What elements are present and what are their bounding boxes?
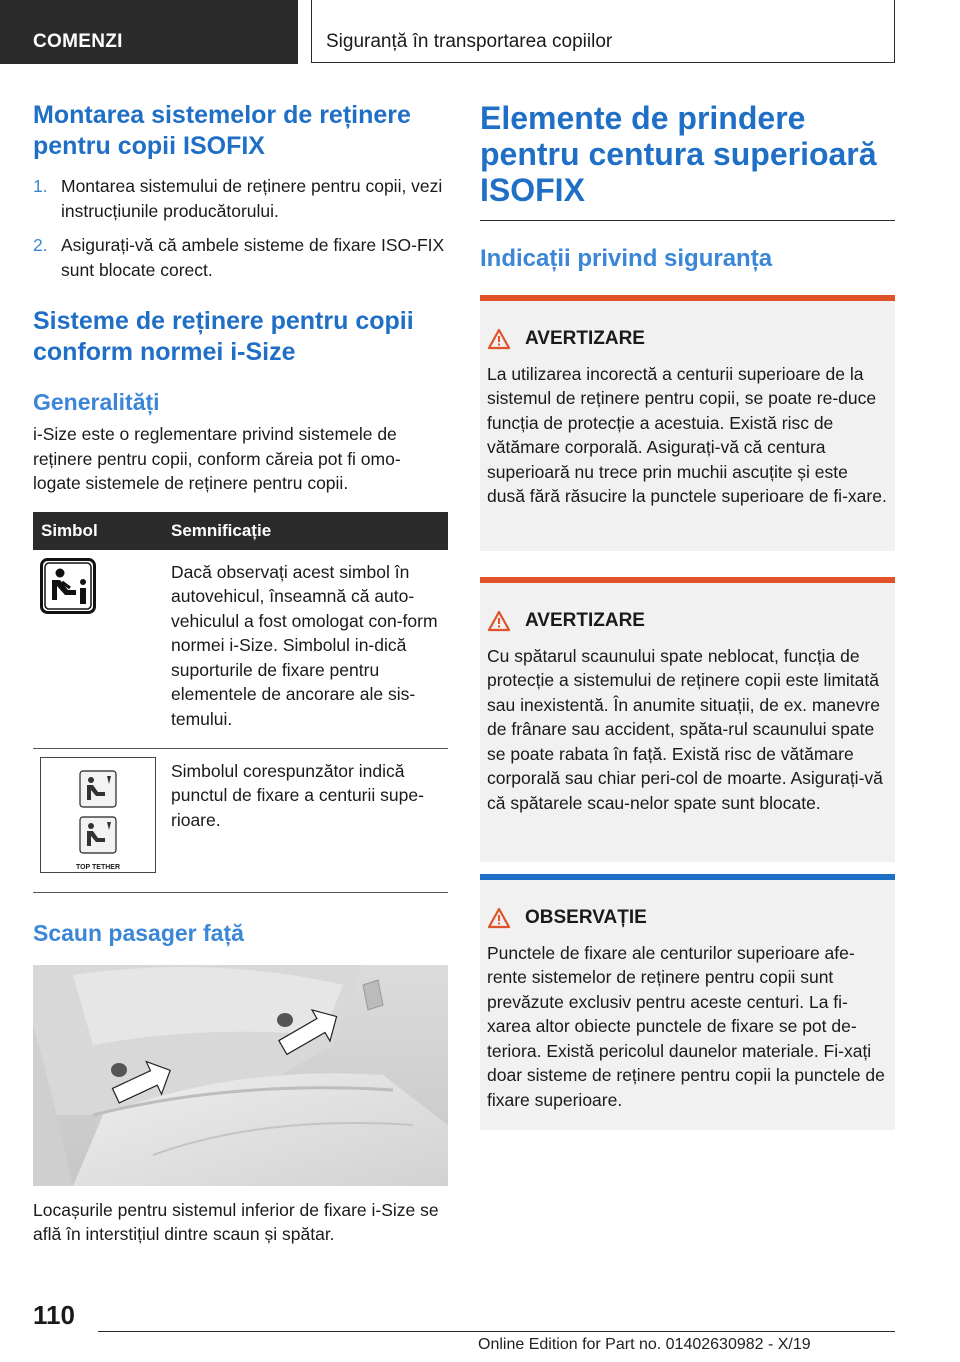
step-number: 2.	[33, 235, 48, 255]
left-column	[33, 100, 448, 1247]
table-cell-meaning: Simbolul corespunzător indică punctul de fixare a centurii supe-rioare.	[163, 748, 448, 892]
note-title	[487, 906, 887, 931]
header-chapter-tab: Siguranță în transportarea copiilor	[311, 0, 895, 63]
header-section-tab: COMENZI	[0, 0, 298, 64]
isize-child-seat-icon	[40, 558, 96, 614]
table-row	[33, 550, 448, 749]
warning-text: La utilizarea incorectă a centurii superioare de la sistemul de reținere pentru copii, se poate re-duce funcția de protecție a acestuia. Există risc de vătămare corporală. Asigurați-vă că centura superioară nu trece prin muchii ascuțite și este dusă fără răsucire la punctele superioare de fi-xare.	[487, 363, 887, 506]
warning-title	[487, 327, 887, 352]
top-tether-seat-icon	[79, 770, 117, 808]
top-tether-main-title: Elemente de prindere pentru centura superioară ISOFIX	[480, 100, 877, 208]
title-divider	[480, 220, 895, 221]
table-row	[33, 748, 448, 892]
top-tether-seat-icon	[79, 816, 117, 854]
seat-photo	[33, 965, 448, 1186]
table-header-meaning: Semnificație	[163, 512, 448, 550]
step-text: Asigurați-vă că ambele sisteme de fixare ISO-FIX sunt blocate corect.	[61, 235, 445, 280]
warning-box	[480, 295, 895, 551]
step-item	[33, 233, 448, 282]
step-item	[33, 174, 448, 223]
general-title: Generalități	[33, 389, 160, 415]
warning-text: Cu spătarul scaunului spate neblocat, funcția de protecție a sistemului de reținere copii este limitată sau inexistentă. În anumite situații, de ex. manevre de frânare sau accident, spăta-rul scaunului spate se poate rabata în față. Există risc de vătămare corporală sau chiar peri-col de moarte. Asigurați-vă că spătarele scau-nelor spate sunt blocate.	[487, 645, 883, 813]
table-cell-meaning: Dacă observați acest simbol în autovehicul, înseamnă că auto-vehiculul a fost omologat con-form normei i-Size. Simbolul in-dică suporturile de fixare pentru elementele de ancorare ale sis-temului.	[163, 550, 448, 749]
seat-photo-caption: Locașurile pentru sistemul inferior de fixare i-Size se află în interstițiul dintre scaun și spătar.	[33, 1199, 439, 1244]
warning-triangle-icon	[487, 610, 511, 632]
note-title-text: OBSERVAȚIE	[525, 907, 647, 928]
step-text: Montarea sistemului de reținere pentru copii, vezi instrucțiunile producătorului.	[61, 176, 443, 221]
footer-divider	[98, 1331, 895, 1332]
right-column	[480, 100, 895, 1130]
warning-title-text: AVERTIZARE	[525, 328, 645, 349]
table-header-symbol: Simbol	[33, 512, 163, 550]
symbol-table	[33, 512, 448, 893]
isofix-mounting-title: Montarea sistemelor de reținere pentru copii ISOFIX	[33, 101, 411, 160]
isofix-steps-list	[33, 174, 448, 282]
top-tether-icon-frame	[40, 757, 156, 873]
warning-triangle-icon	[487, 328, 511, 350]
warning-triangle-icon	[487, 907, 511, 929]
note-box	[480, 874, 895, 1130]
top-tether-label: TOP TETHER	[75, 863, 121, 871]
warning-title	[487, 609, 887, 634]
warning-title-text: AVERTIZARE	[525, 610, 645, 631]
footer-edition: Online Edition for Part no. 01402630982 - X/19	[478, 1336, 811, 1353]
general-text: i-Size este o reglementare privind sistemele de reținere pentru copii, conform căreia pot fi omo-logate sistemele de reținere pentru copii.	[33, 424, 401, 493]
isize-title: Sisteme de reținere pentru copii conform normei i-Size	[33, 307, 414, 366]
safety-title: Indicații privind siguranța	[480, 245, 773, 272]
step-number: 1.	[33, 176, 48, 196]
seat-anchor-illustration	[33, 965, 448, 1186]
note-text: Punctele de fixare ale centurilor superioare afe-rente sistemelor de reținere pentru copii sunt prevăzute exclusiv pentru aceste centuri. La fi-xarea altor obiecte punctele de fixare se pot de-teriora. Există pericolul daunelor materiale. Fi-xați doar sisteme de reținere pentru copii la punctele de fixare superioare.	[487, 942, 885, 1110]
page-number: 110	[33, 1300, 75, 1330]
warning-box	[480, 577, 895, 862]
front-seat-title: Scaun pasager față	[33, 919, 244, 946]
